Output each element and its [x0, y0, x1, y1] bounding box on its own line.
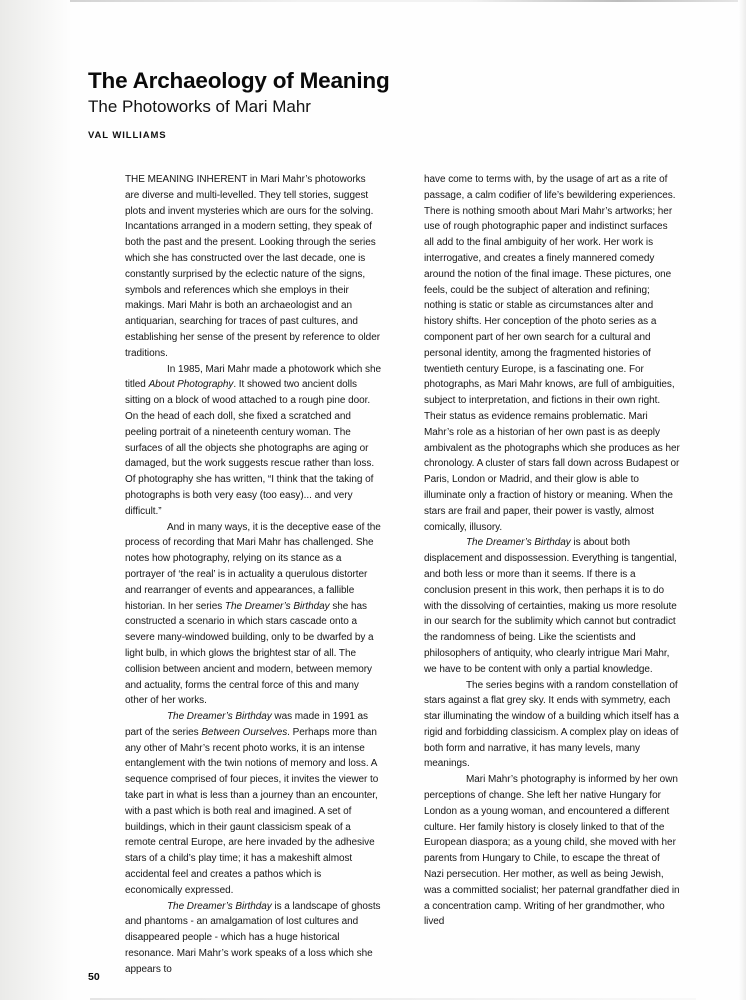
text-segment: was made in 1991 as part of the series [125, 711, 368, 738]
italic-text-segment: The Dreamer’s Birthday [167, 900, 272, 912]
text-segment: she has constructed a scenario in which stars cascade onto a severe many-windowed building, only to be dwarfed by a light bulb, in which glows the brightest star of all. The collision between ancient and modern, between memory and actuality, forms the central force of this and many other of her works. [125, 600, 374, 707]
text-segment: . Perhaps more than any other of Mahr’s recent photo works, it is an intense entanglement with the twin notions of memory and loss. A sequence comprised of four pieces, it invites the viewer to take part in what is less than a journey than an encounter, with a past which is both real and imagined. A set of buildings, which in their gaunt classicism speak of a remote central Europe, are here invaded by the adhesive stars of a child’s play time; it has a makeshift almost accidental feel and creates a pathos which is economically expressed. [125, 726, 379, 896]
text-segment: is about both displacement and dispossession. Everything is tangential, and both less or more than it seems. If there is a conclusion present in this work, then perhaps it is to do with the dissolving of certainties, making us more resolute in our search for the sublimity which cannot but contradict the randomness of being. Like the scientists and philosophers of antiquity, who clearly intrigue Mari Mahr, we have to be content with only a partial knowledge. [424, 537, 677, 675]
text-segment: In 1985, Mari Mahr made a photowork which she titled [125, 363, 381, 391]
text-segment: And in many ways, it is the deceptive ease of the process of recording that Mari Mahr has challenged. She notes how photography, relying on its stance as a portrayer of ‘the real’ is in actuality a querulous distorter and rearranger of events and appearances, a fallible historian. In her series [125, 521, 381, 612]
italic-text-segment: The Dreamer’s Birthday [224, 600, 330, 612]
italic-text-segment: About Photography [148, 379, 234, 391]
article-body [125, 172, 680, 978]
text-segment: The series begins with a random constellation of stars against a flat grey sky. It ends with symmetry, each star illuminating the window of a building which itself has a rigid and forbidding classicism. A complex play on ideas of both form and narrative, it has many levels, many meanings. [424, 679, 679, 770]
page-title: The Archaeology of Meaning [88, 68, 390, 93]
paragraph [125, 362, 381, 520]
text-segment: . It showed two ancient dolls sitting on a block of wood attached to a rough pine door. On the head of each doll, she fixed a scratched and peeling portrait of a nineteenth century woman. The surfaces of all the objects she photographs are aging or damaged, but the work suggests rescue rather than loss. Of photography she has written, “I think that the taking of photographs is both very easy (too easy)... and very difficult.” [125, 379, 375, 517]
text-segment: have come to terms with, by the usage of art as a rite of passage, a calm codifier of life’s bewildering experiences. There is nothing smooth about Mari Mahr’s artworks; her use of rough photographic paper and indistinct surfaces all add to the final ambiguity of her work. Her work is interrogative, and creates a finely mannered comedy around the notion of the final image. These pictures, one feels, could be the subject of alteration and refining; nothing is static or stable as circumstances alter and history shifts. Her conception of the photo series as a component part of her own search for a cultural and personal identity, among the fragmented histories of twentieth century Europe, is a fascinating one. For photographs, as Mari Mahr knows, are full of ambiguities, subject to interpretation, and fictions in their own right. Their status as evidence remains problematic. Mari Mahr’s role as a historian of her own past is as deeply ambivalent as the photographs which she produces as her chronology. A cluster of stars fall down across Budapest or Paris, London or Madrid, and their glow is able to illuminate only a fraction of history or meaning. When the stars are frail and paper, their power is vastly, almost comically, illusory. [424, 174, 680, 533]
italic-text-segment: Between Ourselves [201, 726, 288, 738]
author-byline: VAL WILLIAMS [88, 130, 167, 142]
paragraph [424, 172, 680, 535]
scan-edge-right [739, 0, 746, 1000]
page-number: 50 [88, 971, 100, 983]
paragraph [424, 678, 680, 773]
scan-edge-left [0, 0, 72, 1000]
paragraph [125, 172, 381, 362]
italic-text-segment: The Dreamer’s Birthday [466, 537, 571, 549]
paragraph [125, 709, 381, 899]
text-column-left [125, 172, 381, 978]
paragraph [424, 772, 680, 930]
italic-text-segment: The Dreamer’s Birthday [167, 711, 272, 723]
text-segment: THE MEANING INHERENT in Mari Mahr’s photoworks are diverse and multi-levelled. They tell stories, suggest plots and invent mysteries which are ours for the solving. Incantations arranged in a modern setting, they speak of both the past and the present. Looking through the series which she has constructed over the last decade, one is constantly surprised by the eclectic nature of the signs, symbols and references which she employs in their makings. Mari Mahr is both an archaeologist and an antiquarian, searching for traces of past cultures, and establishing her sense of the present by reference to older traditions. [125, 174, 380, 359]
scan-edge-top [70, 0, 738, 2]
paragraph [125, 899, 381, 978]
text-column-right [424, 172, 680, 978]
paragraph [424, 535, 680, 677]
text-segment: is a landscape of ghosts and phantoms - an amalgamation of lost cultures and disappeared people - which has a huge historical resonance. Mari Mahr’s work speaks of a loss which she appears to [125, 900, 381, 975]
text-segment: Mari Mahr’s photography is informed by her own perceptions of change. She left her native Hungary for London as a young woman, and encountered a different culture. Her family history is closely linked to that of the European diaspora; as a young child, she moved with her parents from Hungary to Chile, to escape the threat of Nazi persecution. Her mother, as well as being Jewish, was a committed socialist; her paternal grandfather died in a concentration camp. Writing of her grandmother, who lived [424, 774, 680, 928]
paragraph [125, 520, 381, 710]
page-subtitle: The Photoworks of Mari Mahr [88, 96, 311, 116]
article-header [88, 69, 668, 141]
